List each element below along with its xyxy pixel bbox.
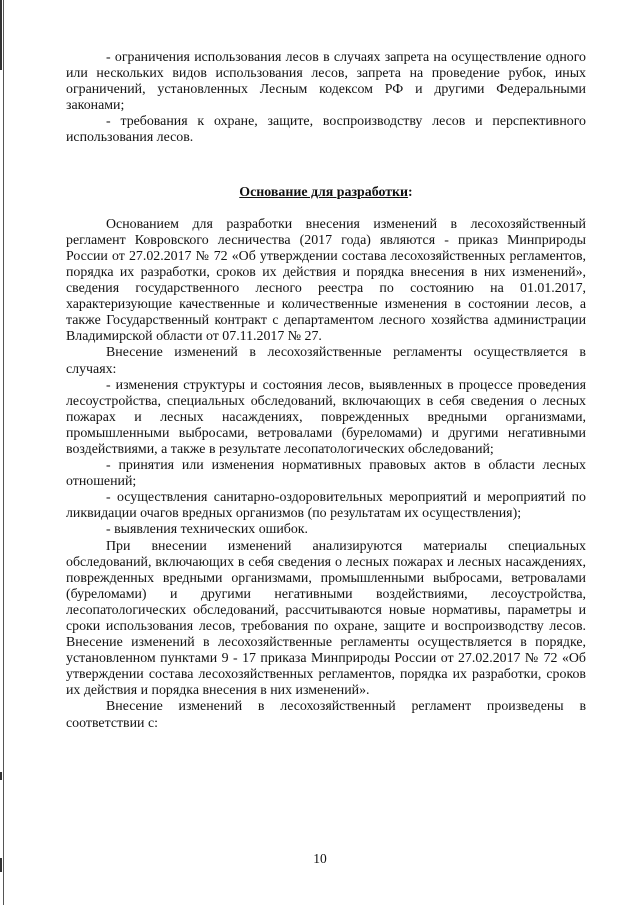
section-heading-text: Основание для разработки [239,184,409,200]
paragraph-cases-intro: Внесение изменений в лесохозяйственные регламенты осуществляется в случаях: [66,345,586,377]
page-number: 10 [313,851,327,866]
scan-edge-mark [0,772,2,780]
list-item-sanitary-measures: - осуществления санитарно-оздоровительных мероприятий и мероприятий по ликвидации очагов вредных организмов (по результатам их осуществления); [66,490,586,522]
paragraph-requirements: - требования к охране, защите, воспроизводству лесов и перспективного использования лесов. [66,114,586,146]
list-item-technical-errors: - выявления технических ошибок. [106,522,309,538]
paragraph-analysis: При внесении изменений анализируются материалы специальных обследований, включающих в себя сведения о лесных пожарах и лесных насаждениях, поврежденных вредными организмами, промышленными выбросами, ветровалами (буреломами) и другими негативными воздействиями, лесоустройства, лесопатологических обследований, рассчитываются новые нормативы, параметры и сроки использования лесов, требования по охране, защите и воспроизводству лесов. Внесение изменений в лесохозяйственные регламенты осуществляется в порядке, установленном пунктами 9 - 17 приказа Минприроды России от 27.02.2017 № 72 «Об утверждении состава лесохозяйственных регламентов, порядка их разработки, сроков их действия и порядка внесения в них изменений». [66,538,586,699]
list-item-structure-changes: - изменения структуры и состояния лесов, выявленных в процессе проведения лесоустройства, специальных обследований, включающих в себя сведения о лесных пожарах и лесных насаждениях, поврежденных вредными организмами, промышленными выбросами, ветровалами (буреломами) и другими негативными воздействиями, а также в результате лесопатологических обследований; [66,377,586,457]
section-heading-suffix: : [408,184,413,200]
scan-edge-mark [0,0,2,70]
list-item-legal-acts: - принятия или изменения нормативных правовых актов в области лесных отношений; [66,458,586,490]
scan-left-edge [3,0,4,905]
paragraph-basis: Основанием для разработки внесения изменений в лесохозяйственный регламент Ковровского лесничества (2017 года) являются - приказ Минприроды России от 27.02.2017 № 72 «Об утверждении состава лесохозяйственных регламентов, порядка их разработки, сроков их действия и порядка внесения в них изменений», сведения государственного лесного реестра по состоянию на 01.01.2017, характеризующие качественные и количественные изменения в состоянии лесов, а также Государственный контракт с департаментом лесного хозяйства администрации Владимирской области от 07.11.2017 № 27. [66,216,586,345]
paragraph-restrictions: - ограничения использования лесов в случаях запрета на осуществление одного или нескольких видов использования лесов, запрета на проведение рубок, иных ограничений, установленных Лесным кодексом РФ и другими Федеральными законами; [66,50,586,114]
document-page [66,50,586,732]
paragraph-conformity: Внесение изменений в лесохозяйственный регламент произведены в соответствии с: [66,699,586,731]
section-heading [66,185,586,201]
